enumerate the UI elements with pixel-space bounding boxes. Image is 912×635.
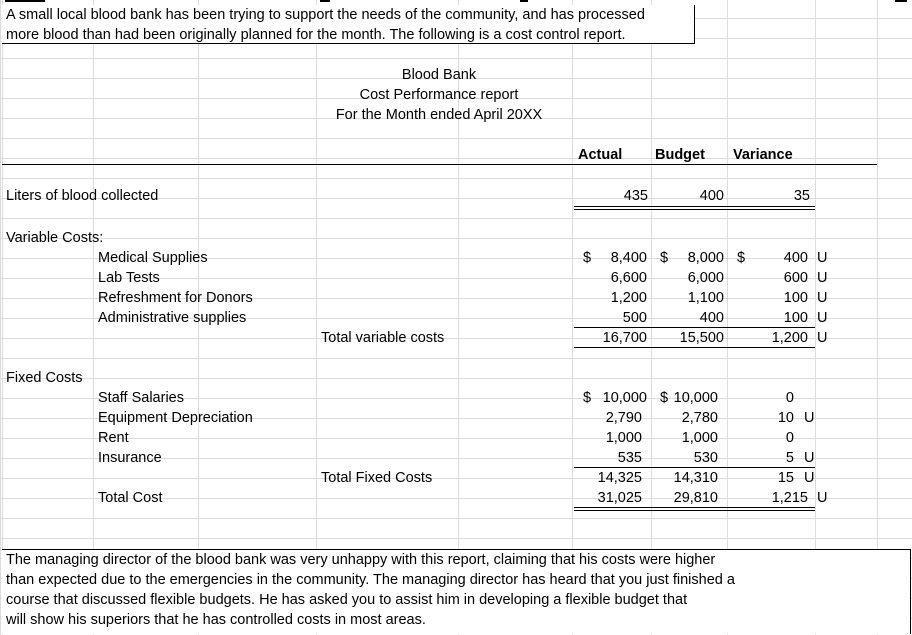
budget-value: 6,000 [687, 270, 724, 286]
actual-value: 16,700 [602, 330, 647, 346]
variable-costs-heading: Variable Costs: [6, 230, 104, 246]
budget-value: 29,810 [673, 490, 718, 506]
outro-line-2: than expected due to the emergencies in the community. The managing director has heard that you just finished a [6, 572, 735, 588]
budget-value: 8,000 [687, 250, 724, 266]
dollar-sign: $ [660, 250, 669, 266]
outro-line-1: The managing director of the blood bank was very unhappy with this report, claiming that his costs were higher [6, 552, 716, 568]
variance-flag: U [817, 490, 828, 506]
variance-value: 100 [783, 290, 808, 306]
budget-value: 1,000 [681, 430, 718, 446]
variable-subtotal-rule [574, 327, 815, 328]
variance-flag: U [817, 330, 828, 346]
dollar-sign: $ [583, 250, 592, 266]
actual-value: 535 [617, 450, 642, 466]
variance-value: 1,215 [771, 490, 808, 506]
budget-value: 400 [699, 310, 724, 326]
total-fixed-label: Total Fixed Costs [321, 470, 433, 486]
variance-flag: U [804, 410, 815, 426]
liters-variance: 35 [793, 188, 810, 204]
dollar-sign: $ [660, 390, 669, 406]
report-subtitle: Cost Performance report [359, 87, 519, 103]
variance-value: 600 [783, 270, 808, 286]
budget-value: 530 [693, 450, 718, 466]
budget-value: 1,100 [687, 290, 724, 306]
budget-value: 15,500 [679, 330, 724, 346]
liters-rule-1 [574, 206, 815, 207]
variance-value: 10 [777, 410, 794, 426]
fixed-subtotal-rule [574, 467, 815, 468]
total-cost-rule-2 [574, 510, 815, 511]
variance-flag: U [817, 250, 828, 266]
actual-value: 10,000 [602, 390, 647, 406]
variance-value: 400 [783, 250, 808, 266]
dollar-sign: $ [737, 250, 746, 266]
column-header-budget: Budget [655, 147, 705, 163]
actual-value: 1,000 [605, 430, 642, 446]
fixed-costs-heading: Fixed Costs [6, 370, 83, 386]
variance-value: 1,200 [771, 330, 808, 346]
budget-value: 2,780 [681, 410, 718, 426]
row-label: Refreshment for Donors [98, 290, 253, 306]
variance-value: 15 [777, 470, 794, 486]
row-label: Rent [98, 430, 129, 446]
actual-value: 8,400 [610, 250, 647, 266]
row-label: Administrative supplies [98, 310, 247, 326]
report-period: For the Month ended April 20XX [335, 107, 543, 123]
row-label: Medical Supplies [98, 250, 208, 266]
liters-budget: 400 [699, 188, 724, 204]
actual-value: 500 [622, 310, 647, 326]
variance-value: 0 [785, 390, 794, 406]
liters-rule-2 [574, 209, 815, 210]
actual-value: 6,600 [610, 270, 647, 286]
liters-label: Liters of blood collected [6, 188, 159, 204]
column-header-actual: Actual [578, 147, 623, 163]
variance-flag: U [817, 270, 828, 286]
budget-value: 10,000 [673, 390, 718, 406]
actual-value: 2,790 [605, 410, 642, 426]
total-cost-label: Total Cost [98, 490, 163, 506]
column-header-variance: Variance [733, 147, 793, 163]
variance-value: 100 [783, 310, 808, 326]
actual-value: 1,200 [610, 290, 647, 306]
row-label: Lab Tests [98, 270, 160, 286]
row-label: Equipment Depreciation [98, 410, 253, 426]
intro-line-1: A small local blood bank has been trying to support the needs of the community, and has processed [6, 7, 645, 23]
variance-flag: U [804, 450, 815, 466]
dollar-sign: $ [583, 390, 592, 406]
actual-value: 31,025 [597, 490, 642, 506]
total-cost-rule-1 [574, 507, 815, 508]
row-label: Insurance [98, 450, 162, 466]
variable-total-rule [574, 347, 815, 348]
row-label: Staff Salaries [98, 390, 184, 406]
variance-flag: U [817, 290, 828, 306]
budget-value: 14,310 [673, 470, 718, 486]
outro-line-3: course that discussed flexible budgets. He has asked you to assist him in developing a flexible budget that [6, 592, 688, 608]
variance-flag: U [817, 310, 828, 326]
variance-flag: U [804, 470, 815, 486]
variance-value: 5 [785, 450, 794, 466]
outro-line-4: will show his superiors that he has controlled costs in most areas. [6, 612, 426, 628]
liters-actual: 435 [623, 188, 648, 204]
header-underline [2, 164, 877, 165]
report-title: Blood Bank [401, 67, 477, 83]
intro-line-2: more blood than had been originally planned for the month. The following is a cost control report. [6, 27, 626, 43]
total-variable-label: Total variable costs [321, 330, 445, 346]
actual-value: 14,325 [597, 470, 642, 486]
variance-value: 0 [785, 430, 794, 446]
